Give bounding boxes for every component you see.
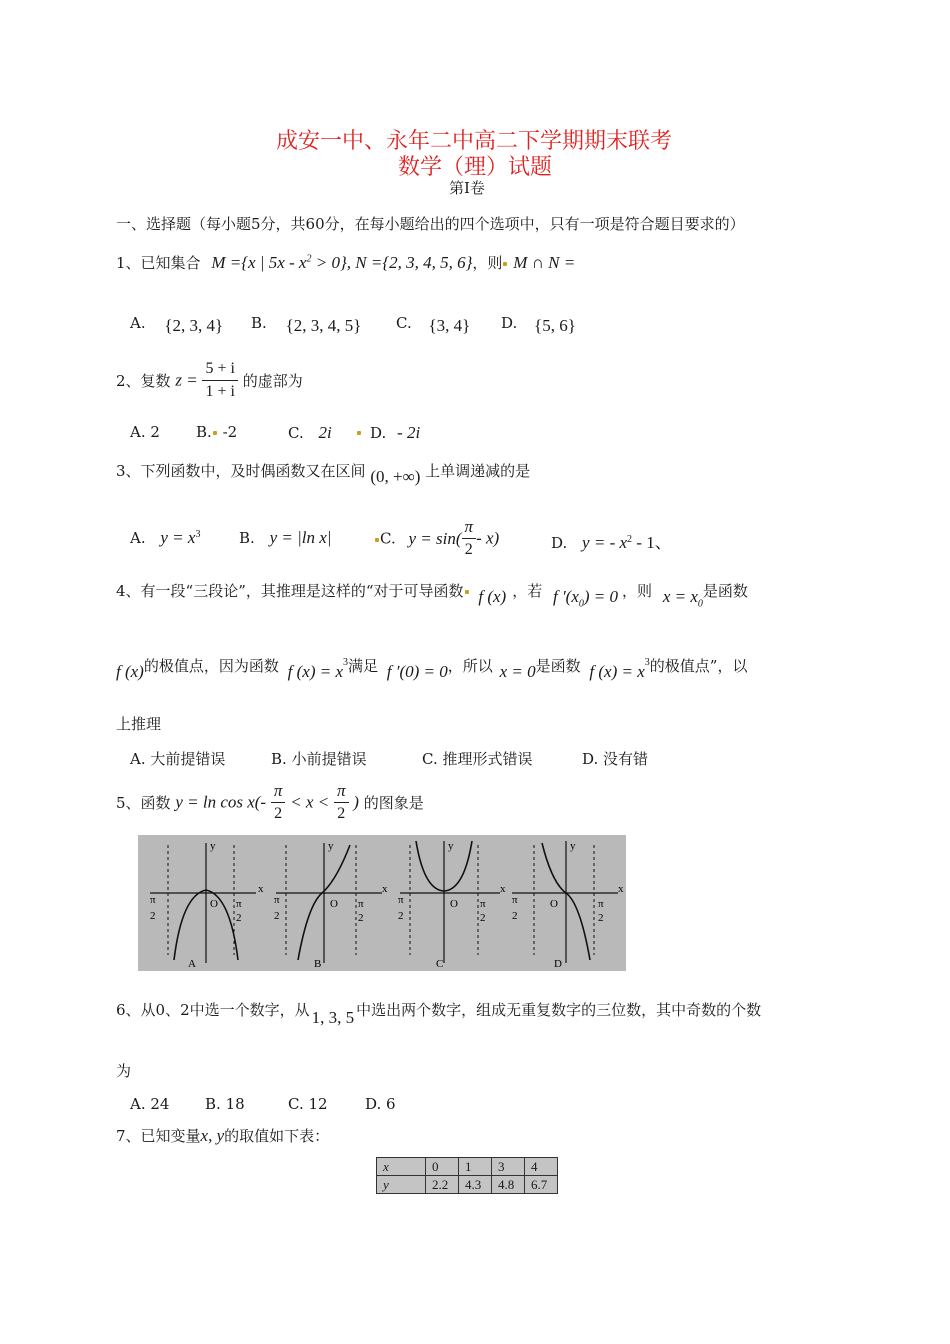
volume-label: 第Ⅰ卷 [449,179,485,197]
axis-x-label: x [618,883,624,895]
q5-panel-a [150,840,264,970]
table-cell: x [377,1158,426,1176]
axis-y-label: y [448,840,454,852]
exam-subtitle: 数学（理）试题 [398,155,553,180]
q4-stem-line3: 上推理 [116,715,162,733]
q5-stem: 5、函数 y = ln cos x(- $\frac{\pi}{2}$ < x < $\frac{\pi}{2}$ ) 的图象是 [116,781,424,822]
panel-label: A [188,958,196,970]
q4-option-b[interactable]: B. 小前提错误 [271,750,367,768]
q6-stem: 6、从0、2中选一个数字，从 1, 3, 5 中选出两个数字，组成无重复数字的三位数，其中奇数的个数 [116,1001,762,1027]
pos-pi-label: π [358,898,364,910]
panel-label: C [436,958,444,970]
pos-pi-label: π [480,898,486,910]
q3-option-b[interactable]: B. y = |ln x| [239,528,332,547]
table-cell: 4.3 [459,1176,492,1194]
panel-label: D [554,958,562,970]
table-cell: y [377,1176,426,1194]
mark-dot [503,262,507,266]
mark-dot [357,431,361,435]
q3-stem: 3、下列函数中，及时偶函数又在区间 (0, +∞) 上单调递减的是 [116,462,531,486]
q2-option-b[interactable]: B. -2 [196,423,238,441]
q4-option-d[interactable]: D. 没有错 [582,750,649,768]
q1-expr: M ∩ N = [513,253,576,272]
table-cell: 2.2 [426,1176,459,1194]
q7-data-table [376,1157,558,1194]
q7-stem: 7、已知变量x, y的取值如下表： [116,1126,330,1145]
q6-option-a[interactable]: A. 24 [130,1095,170,1113]
pos-pi-label: π [598,898,604,910]
q5-panel-d [512,840,624,970]
mark-dot [213,431,217,435]
mark-dot [375,538,379,542]
pos-pi-den: 2 [358,912,364,924]
axis-y-label: y [570,840,576,852]
neg-pi-label: π [274,894,280,906]
table-row [377,1158,558,1176]
q3-option-d[interactable]: D. y = - $x^2 - 1$、 [551,533,672,552]
q2-option-d[interactable]: D. - 2i [370,423,421,442]
axis-y-label: y [210,840,216,852]
table-cell: 6.7 [525,1176,558,1194]
pos-pi-den: 2 [236,912,242,924]
q6-stem-line2: 为 [116,1062,132,1080]
neg-pi-den: 2 [512,910,518,922]
q3-option-c[interactable]: C. y = sin( $\frac{\pi}{2}$ - x) [380,517,500,558]
q4-option-a[interactable]: A. 大前提错误 [130,750,226,768]
q2-option-a[interactable]: A. 2 [130,423,160,441]
q2-fraction: $\frac{5 + i}{1 + i}$ [202,358,237,403]
q1-option-d[interactable]: D. {5, 6} [501,314,576,335]
neg-pi-den: 2 [398,910,404,922]
q6-option-d[interactable]: D. 6 [365,1095,396,1113]
q1-sets: M ={x | $5x - x^2 > 0$}, N ={2, 3, 4, 5, 6} [211,253,473,272]
exam-title: 成安一中、永年二中高二下学期期末联考 [276,129,673,154]
q1-stem: 1、已知集合 M ={x | $5x - x^2 > 0$}, N ={2, 3, 4, 5, 6}，则 M ∩ N = [116,253,576,272]
q6-option-b[interactable]: B. 18 [205,1095,245,1113]
q5-graph-figure [138,835,626,971]
origin-label: O [210,898,218,910]
neg-pi-label: π [512,894,518,906]
q5-graphs-svg [138,835,626,971]
q4-stem-line1: 4、有一段“三段论”，其推理是这样的“对于可导函数 f (x) ，若 f $'(x_0) = 0$ ，则 $x = x_0$是函数 [116,582,748,610]
table-cell: 1 [459,1158,492,1176]
neg-pi-den: 2 [150,910,156,922]
neg-pi-den: 2 [274,910,280,922]
q1-option-c[interactable]: C. {3, 4} [396,314,471,335]
table-cell: 4 [525,1158,558,1176]
q4-stem-line2: f (x)的极值点，因为函数 f $(x) = x^3$满足 f ′(0) = 0，所以 x = 0是函数 f $(x) = x^3$的极值点”，以 [116,657,748,681]
pos-pi-den: 2 [598,912,604,924]
q1-option-b[interactable]: B. {2, 3, 4, 5} [251,314,362,335]
mark-dot [465,590,469,594]
q1-option-a[interactable]: A. {2, 3, 4} [130,314,224,335]
q2-stem: 2、复数 z = $\frac{5 + i}{1 + i}$ 的虚部为 [116,358,303,403]
q4-option-c[interactable]: C. 推理形式错误 [422,750,533,768]
axis-x-label: x [258,883,264,895]
q5-panel-b [274,840,388,970]
q6-option-c[interactable]: C. 12 [288,1095,328,1113]
table-cell: 4.8 [492,1176,525,1194]
q3-option-a[interactable]: A. $y = x^3$ [130,528,201,547]
panel-label: B [314,958,322,970]
table-row [377,1176,558,1194]
pos-pi-den: 2 [480,912,486,924]
q3-interval: (0, +∞) [370,467,421,486]
origin-label: O [550,898,558,910]
q5-panel-c [398,840,506,970]
q2-option-c[interactable]: C. 2i [288,423,332,442]
axis-x-label: x [500,883,506,895]
axis-y-label: y [328,840,334,852]
axis-x-label: x [382,883,388,895]
section-heading: 一、选择题（每小题5分，共60分，在每小题给出的四个选项中，只有一项是符合题目要求的） [116,215,745,233]
neg-pi-label: π [398,894,404,906]
origin-label: O [450,898,458,910]
table-cell: 0 [426,1158,459,1176]
origin-label: O [330,898,338,910]
neg-pi-label: π [150,894,156,906]
table-cell: 3 [492,1158,525,1176]
pos-pi-label: π [236,898,242,910]
